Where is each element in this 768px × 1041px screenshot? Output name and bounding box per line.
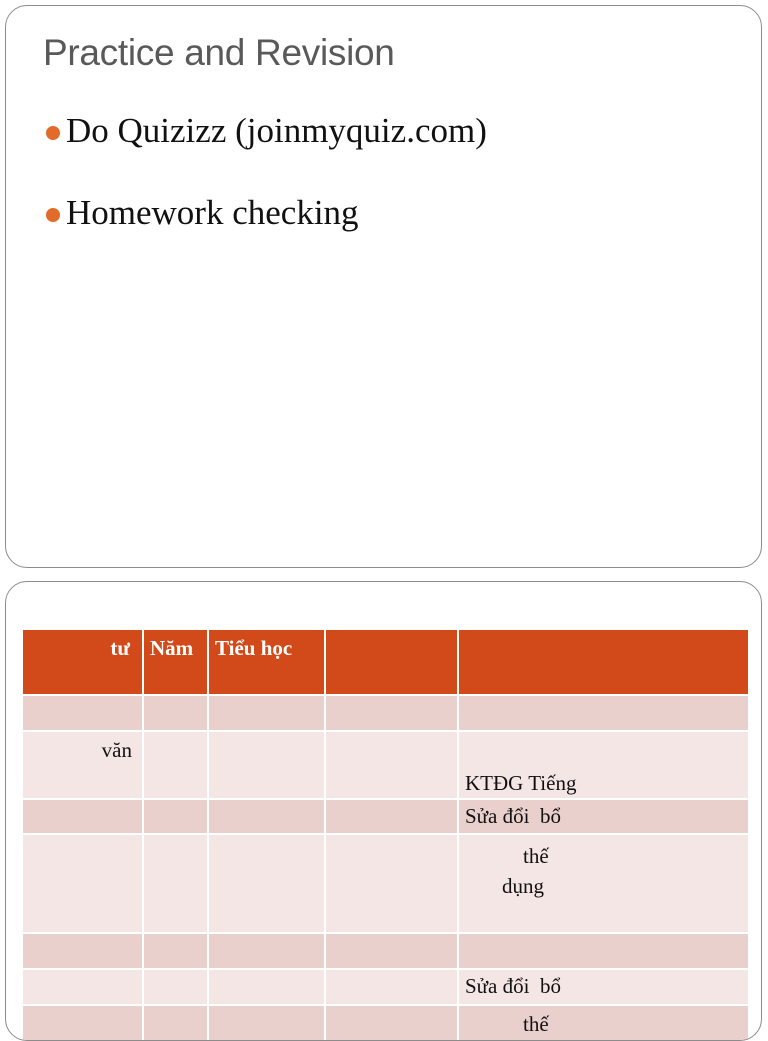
table-cell [208, 799, 325, 834]
cell-line: dụng [502, 874, 544, 898]
table-header-row [22, 629, 749, 695]
header-cell [325, 629, 458, 695]
table-cell [143, 834, 208, 933]
table-cell: Sửa đổi bổ [458, 799, 749, 834]
table-row [22, 834, 749, 933]
table-cell [325, 731, 458, 799]
table-cell: văn [22, 731, 143, 799]
table-cell [325, 933, 458, 969]
table-cell [143, 695, 208, 731]
table-cell [22, 1005, 143, 1041]
table-cell [208, 834, 325, 933]
table-cell [208, 731, 325, 799]
table-cell: KTĐG Tiếng [458, 731, 749, 799]
table-cell [22, 799, 143, 834]
table-cell [143, 1005, 208, 1041]
table-cell: thế [458, 1005, 749, 1041]
table-cell [208, 969, 325, 1005]
table-cell [325, 969, 458, 1005]
table-cell [22, 933, 143, 969]
table-cell [22, 969, 143, 1005]
slide-table [5, 581, 762, 1041]
bullet-item [44, 191, 487, 273]
data-table [21, 628, 750, 1041]
table-cell [458, 834, 749, 933]
bullet-item [44, 109, 487, 191]
bullet-text: Homework checking [66, 193, 359, 232]
table-cell [325, 1005, 458, 1041]
header-cell [458, 629, 749, 695]
table-cell [325, 834, 458, 933]
table-row [22, 799, 749, 834]
table-cell: Sửa đổi bổ [458, 969, 749, 1005]
table-cell [22, 834, 143, 933]
bullet-text: Do Quizizz (joinmyquiz.com) [66, 111, 487, 150]
bullet-dot-icon [46, 126, 60, 140]
table-row [22, 933, 749, 969]
table-row [22, 695, 749, 731]
table-row [22, 969, 749, 1005]
table-cell [143, 969, 208, 1005]
table-cell [143, 799, 208, 834]
table-cell [208, 933, 325, 969]
header-cell: Tiểu học [208, 629, 325, 695]
bullet-list [44, 109, 487, 273]
table-row [22, 731, 749, 799]
table-cell [208, 695, 325, 731]
table-cell [458, 933, 749, 969]
table-cell [22, 695, 143, 731]
header-cell: tư [22, 629, 143, 695]
table-cell [458, 695, 749, 731]
bullet-dot-icon [46, 208, 60, 222]
table-cell [143, 933, 208, 969]
table-row [22, 1005, 749, 1041]
table-cell [143, 731, 208, 799]
table-cell [325, 695, 458, 731]
cell-line: thế [523, 844, 549, 868]
table-cell [208, 1005, 325, 1041]
slide-title: Practice and Revision [43, 32, 395, 73]
header-cell: Năm [143, 629, 208, 695]
table-cell [325, 799, 458, 834]
slide-practice-revision [5, 5, 762, 568]
